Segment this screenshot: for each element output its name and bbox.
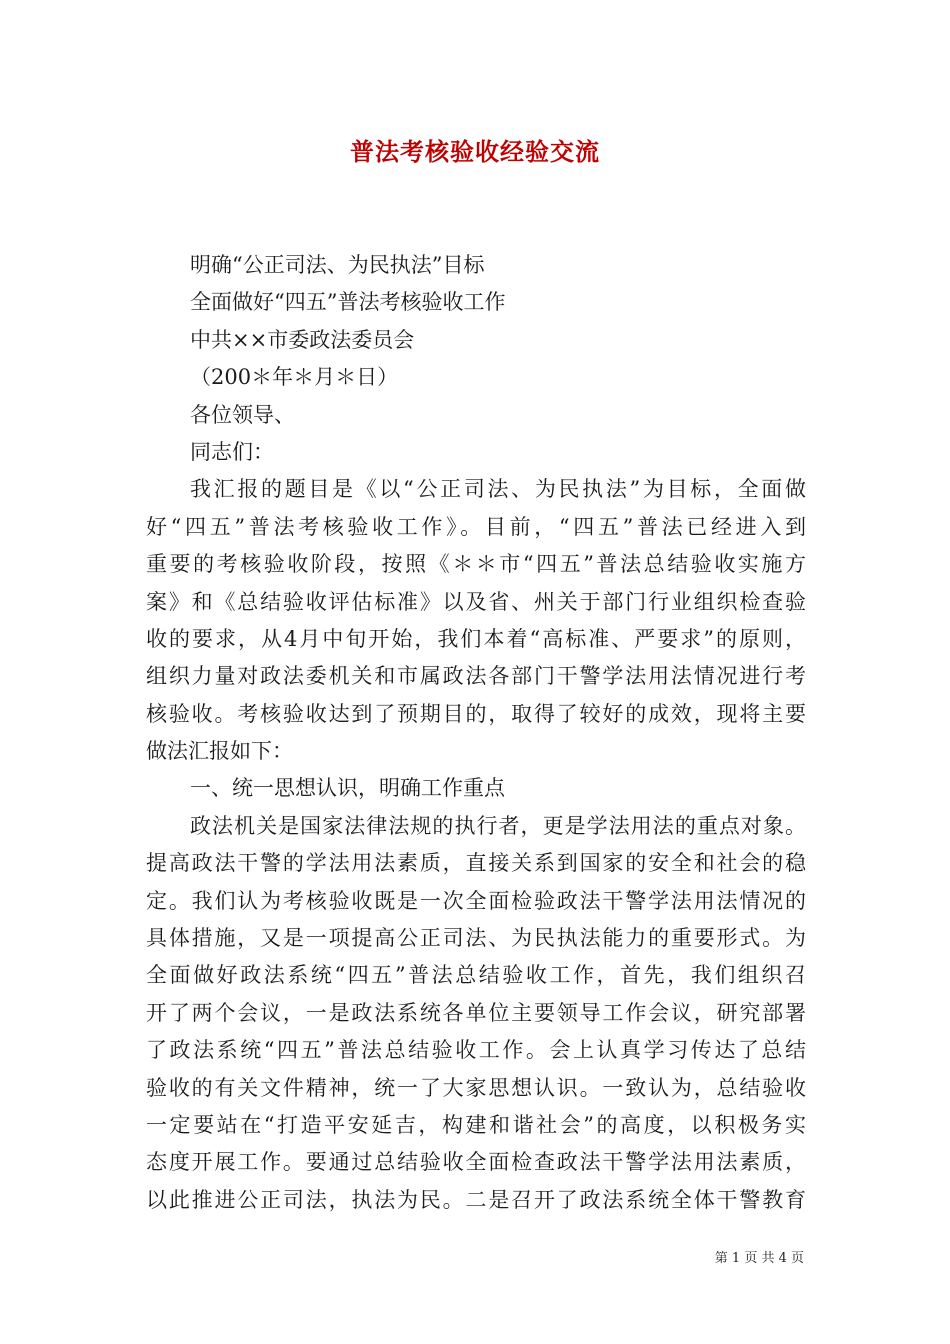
paragraph-line: 以此推进公正司法，执法为民。二是召开了政法系统全体干警教育	[146, 1187, 806, 1212]
intro-line: 中共××市委政法委员会	[190, 327, 415, 352]
paragraph-line: 提高政法干警的学法用法素质，直接关系到国家的安全和社会的稳	[146, 851, 806, 876]
paragraph-line: 收的要求，从4月中旬开始，我们本着“高标准、严要求”的原则，	[146, 626, 806, 651]
intro-line: 全面做好“四五”普法考核验收工作	[190, 290, 506, 315]
paragraph-line: 组织力量对政法委机关和市属政法各部门干警学法用法情况进行考	[146, 664, 806, 689]
paragraph-line: 我汇报的题目是《以“公正司法、为民执法”为目标，全面做	[190, 477, 806, 502]
paragraph-line: 案》和《总结验收评估标准》以及省、州关于部门行业组织检查验	[146, 589, 806, 614]
page-number-footer: 第 1 页 共 4 页	[714, 1251, 804, 1266]
document-body	[146, 247, 806, 1219]
paragraph-line: 了政法系统“四五”普法总结验收工作。会上认真学习传达了总结	[146, 1038, 806, 1063]
salutation-line: 同志们：	[190, 439, 274, 464]
paragraph-line: 定。我们认为考核验收既是一次全面检验政法干警学法用法情况的	[146, 888, 806, 913]
paragraph-line: 核验收。考核验收达到了预期目的，取得了较好的成效，现将主要	[146, 701, 806, 726]
salutation-line: 各位领导、	[190, 402, 295, 427]
paragraph-line: 好“四五”普法考核验收工作》。目前，“四五”普法已经进入到	[146, 514, 806, 539]
paragraph-line: 全面做好政法系统“四五”普法总结验收工作，首先，我们组织召	[146, 963, 806, 988]
document-title: 普法考核验收经验交流	[350, 137, 600, 166]
paragraph-line: 验收的有关文件精神，统一了大家思想认识。一致认为，总结验收	[146, 1075, 806, 1100]
paragraph-line: 一定要站在“打造平安延吉，构建和谐社会”的高度，以积极务实	[146, 1112, 806, 1137]
paragraph-line: 开了两个会议，一是政法系统各单位主要领导工作会议，研究部署	[146, 1000, 806, 1025]
paragraph-line: 态度开展工作。要通过总结验收全面检查政法干警学法用法素质，	[146, 1150, 806, 1175]
section-heading: 一、统一思想认识，明确工作重点	[190, 776, 505, 801]
paragraph-line: 做法汇报如下：	[146, 739, 293, 764]
paragraph-line: 政法机关是国家法律法规的执行者，更是学法用法的重点对象。	[190, 813, 806, 838]
intro-line: 明确“公正司法、为民执法”目标	[190, 253, 485, 277]
paragraph-line: 重要的考核验收阶段，按照《＊＊市“四五”普法总结验收实施方	[146, 552, 806, 577]
intro-date-line: （200＊年＊月＊日）	[190, 365, 399, 390]
paragraph-line: 具体措施，又是一项提高公正司法、为民执法能力的重要形式。为	[146, 926, 806, 951]
